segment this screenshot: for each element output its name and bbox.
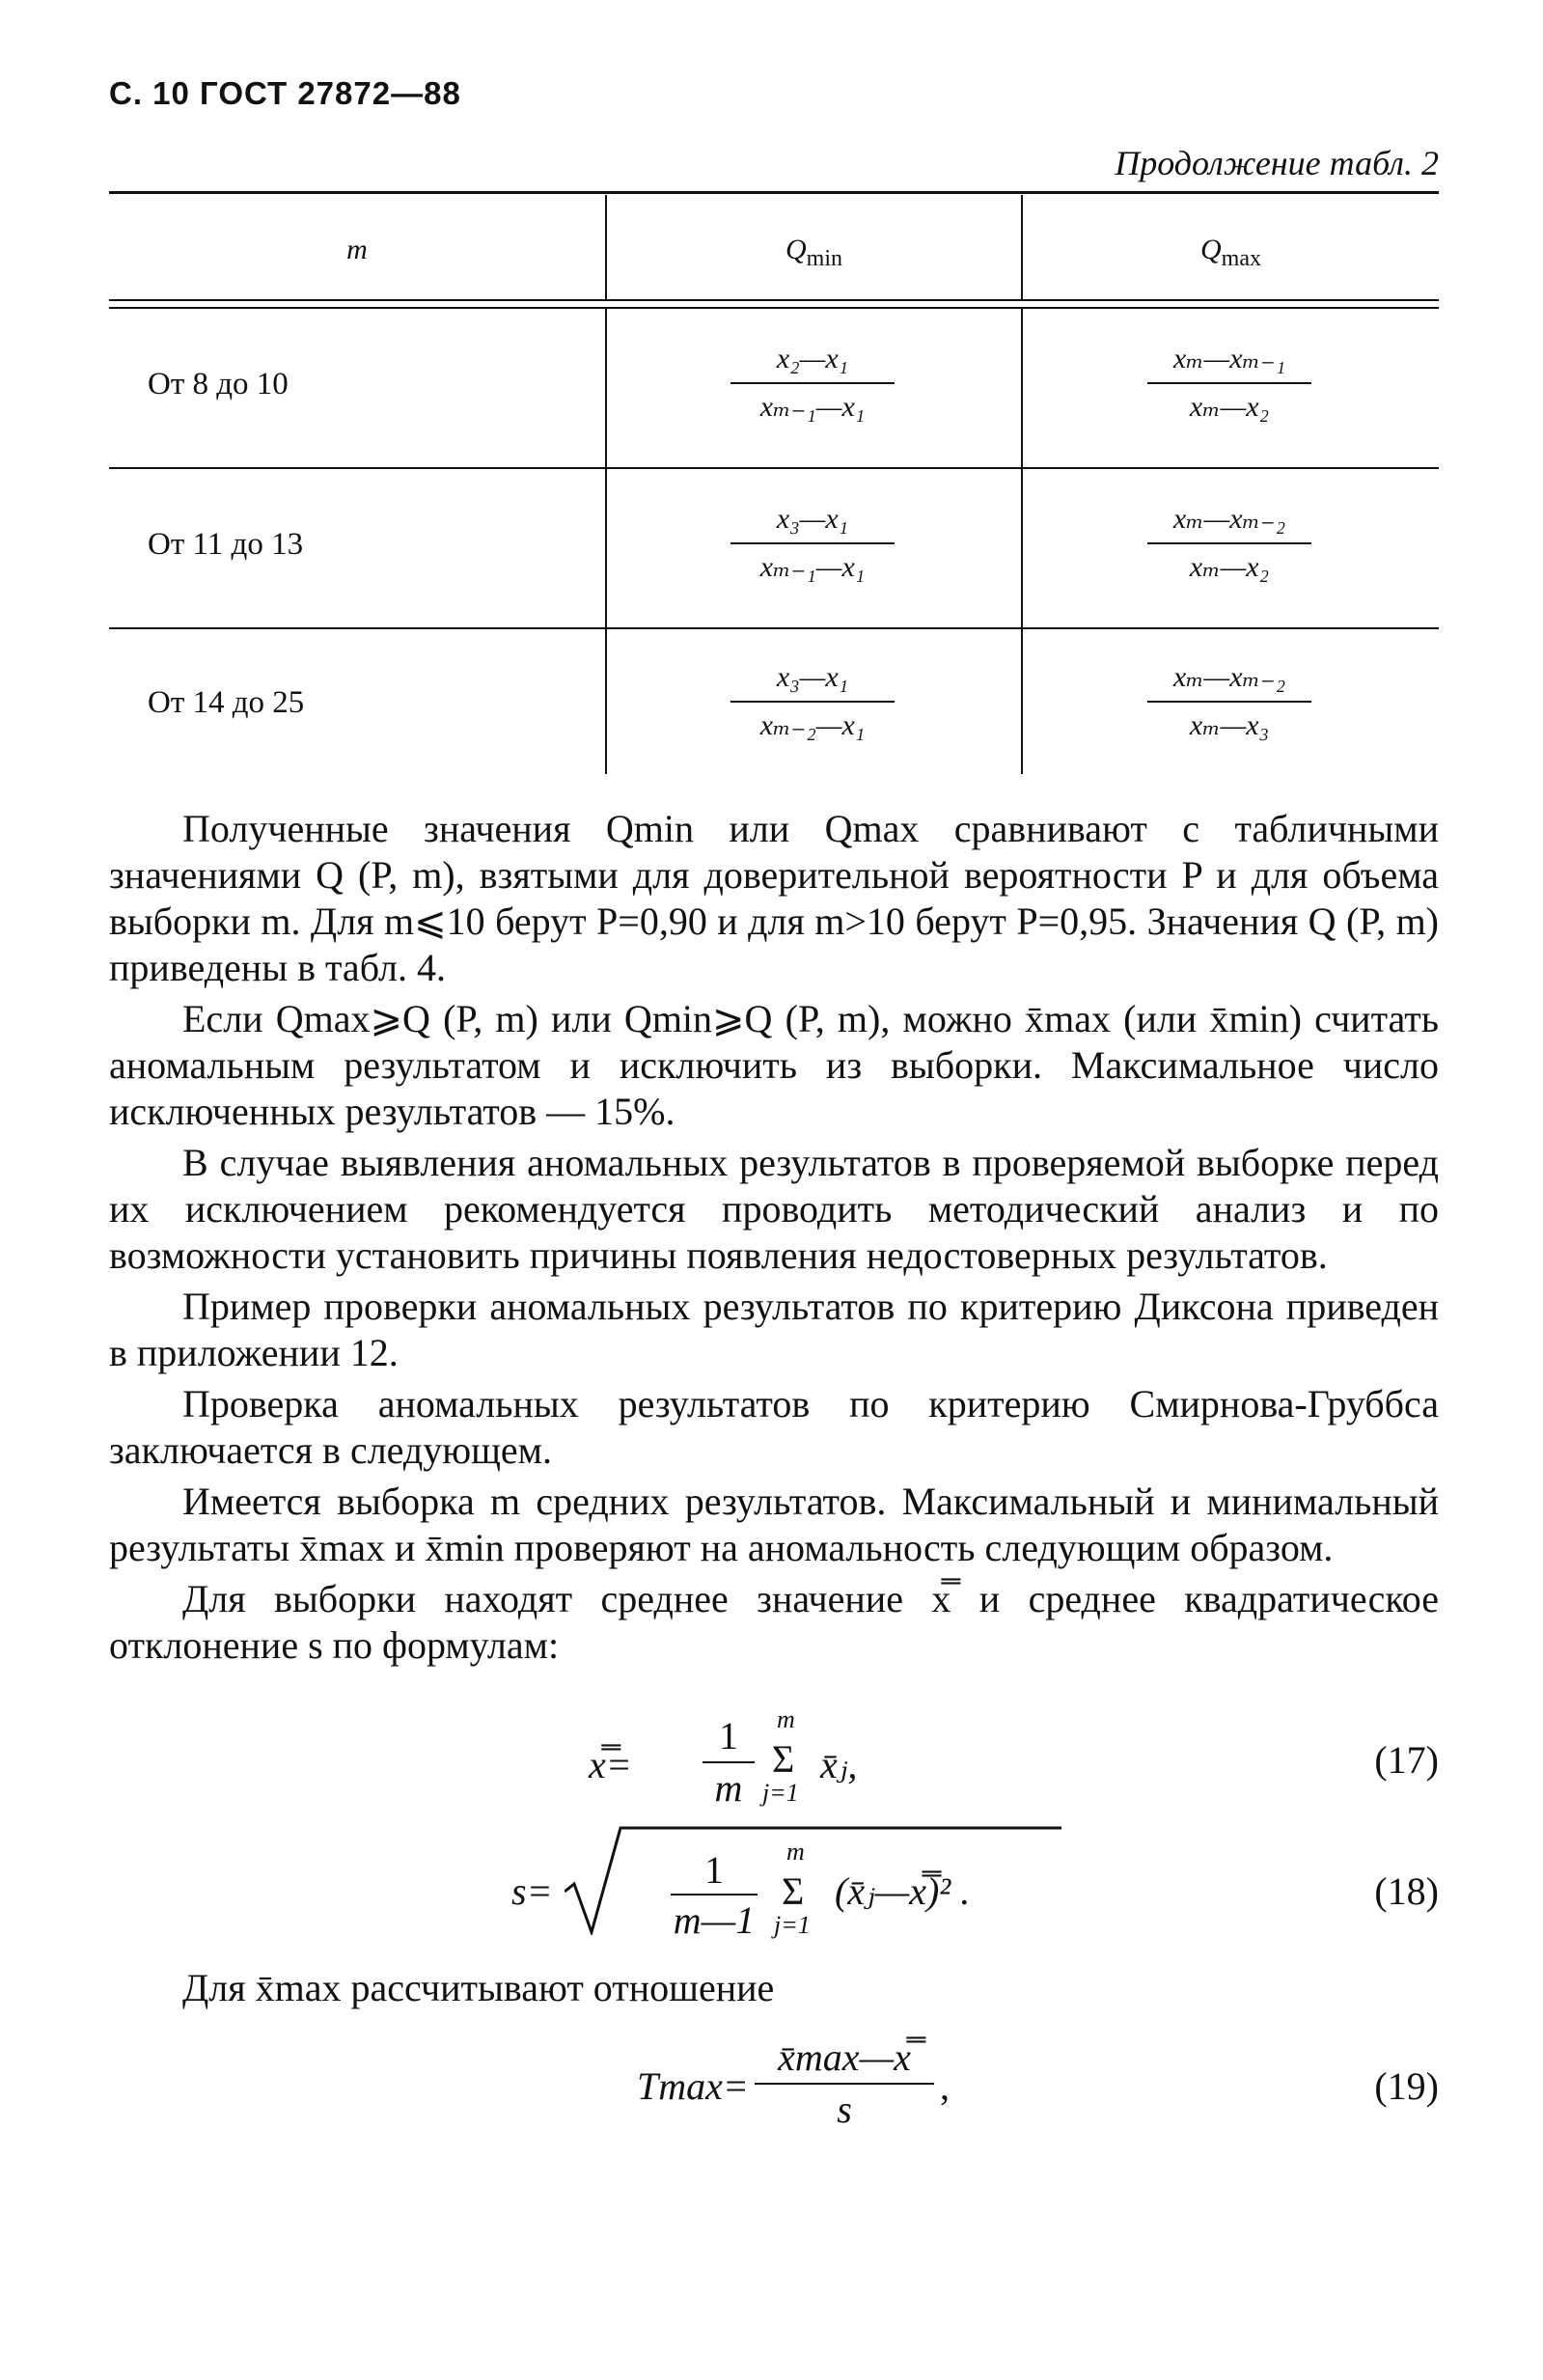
qmin-formula: x₃—x₁ xₘ₋₂—x₁: [653, 656, 972, 747]
header-m: m: [346, 234, 368, 265]
table-row-rule-1: [109, 467, 1439, 469]
qmax-formula: xₘ—xₘ₋₂ xₘ—x₃: [1070, 656, 1389, 747]
paragraph: В случае выявления аномальных результатов в проверяемой выборке перед их исключением рекомендуется проводить методический анализ и по возможности установить причины появления недостоверных результатов.: [109, 1141, 1439, 1277]
formula-19: Tmax= x̄max—x̿ s ,: [637, 2035, 950, 2131]
running-head: С. 10 ГОСТ 27872—88: [109, 75, 461, 111]
formula-number-17: (17): [1374, 1738, 1439, 1782]
qmin-formula: x₂—x₁ xₘ₋₁—x₁: [653, 338, 972, 429]
paragraph: Имеется выборка m средних результатов. Максимальный и минимальный результаты x̄max и x̄min проверяют на аномальность следующим образом.: [109, 1480, 1439, 1569]
row-label: От 11 до 13: [148, 527, 304, 562]
formula-18: s= 1 m—1 m Σ j=1 (x̄ⱼ—x̿)² .: [511, 1824, 1052, 1950]
table-row-rule-2: [109, 627, 1439, 629]
formula-number-18: (18): [1374, 1869, 1439, 1913]
paragraph: Для выборки находят среднее значение x̿ и среднее квадратическое отклонение s по формулам:: [109, 1577, 1439, 1667]
col-divider: [1021, 629, 1023, 774]
col-divider: [605, 469, 607, 627]
header-qmin: $Q_{min}$: [785, 234, 842, 271]
table-header-rule-1: [109, 299, 1439, 301]
col-divider: [605, 629, 607, 774]
body-text-2: [109, 1965, 1439, 2016]
paragraph: Для x̄max рассчитывают отношение: [182, 1966, 775, 2009]
qmax-formula: xₘ—xₘ₋₂ xₘ—x₂: [1070, 498, 1389, 589]
col-divider: [605, 309, 607, 467]
formula-17: x̿= 1 m m Σ j=1 x̄ⱼ,: [589, 1705, 858, 1810]
qmax-formula: xₘ—xₘ₋₁ xₘ—x₂: [1070, 338, 1389, 429]
table-top-rule: [109, 191, 1439, 194]
paragraph: Проверка аномальных результатов по критерию Смирнова-Груббса заключается в следующем.: [109, 1382, 1439, 1472]
row-label: От 8 до 10: [148, 367, 289, 401]
radical-sign: [565, 1824, 1066, 1935]
table-header-rule-2: [109, 307, 1439, 309]
formula-number-19: (19): [1374, 2064, 1439, 2108]
col-divider: [1021, 469, 1023, 627]
header-qmax: $Q_{max}$: [1200, 234, 1261, 271]
paragraph: Если Qmax⩾Q (P, m) или Qmin⩾Q (P, m), можно x̄max (или x̄min) считать аномальным результатом и исключить из выборки. Максимальное число исключенных результатов — 15%.: [109, 997, 1439, 1133]
paragraph: Пример проверки аномальных результатов по критерию Диксона приведен в приложении 12.: [109, 1285, 1439, 1374]
body-text: [109, 806, 1439, 1674]
row-label: От 14 до 25: [148, 685, 305, 720]
paragraph: Полученные значения Qmin или Qmax сравнивают с табличными значениями Q (P, m), взятыми для доверительной вероятности P и для объема выборки m. Для m⩽10 берут P=0,90 и для m>10 берут P=0,95. Значения Q (P, m) приведены в табл. 4.: [109, 807, 1439, 989]
table-continued-label: Продолжение табл. 2: [1115, 144, 1439, 182]
col-divider: [1021, 309, 1023, 467]
qmin-formula: x₃—x₁ xₘ₋₁—x₁: [653, 498, 972, 589]
